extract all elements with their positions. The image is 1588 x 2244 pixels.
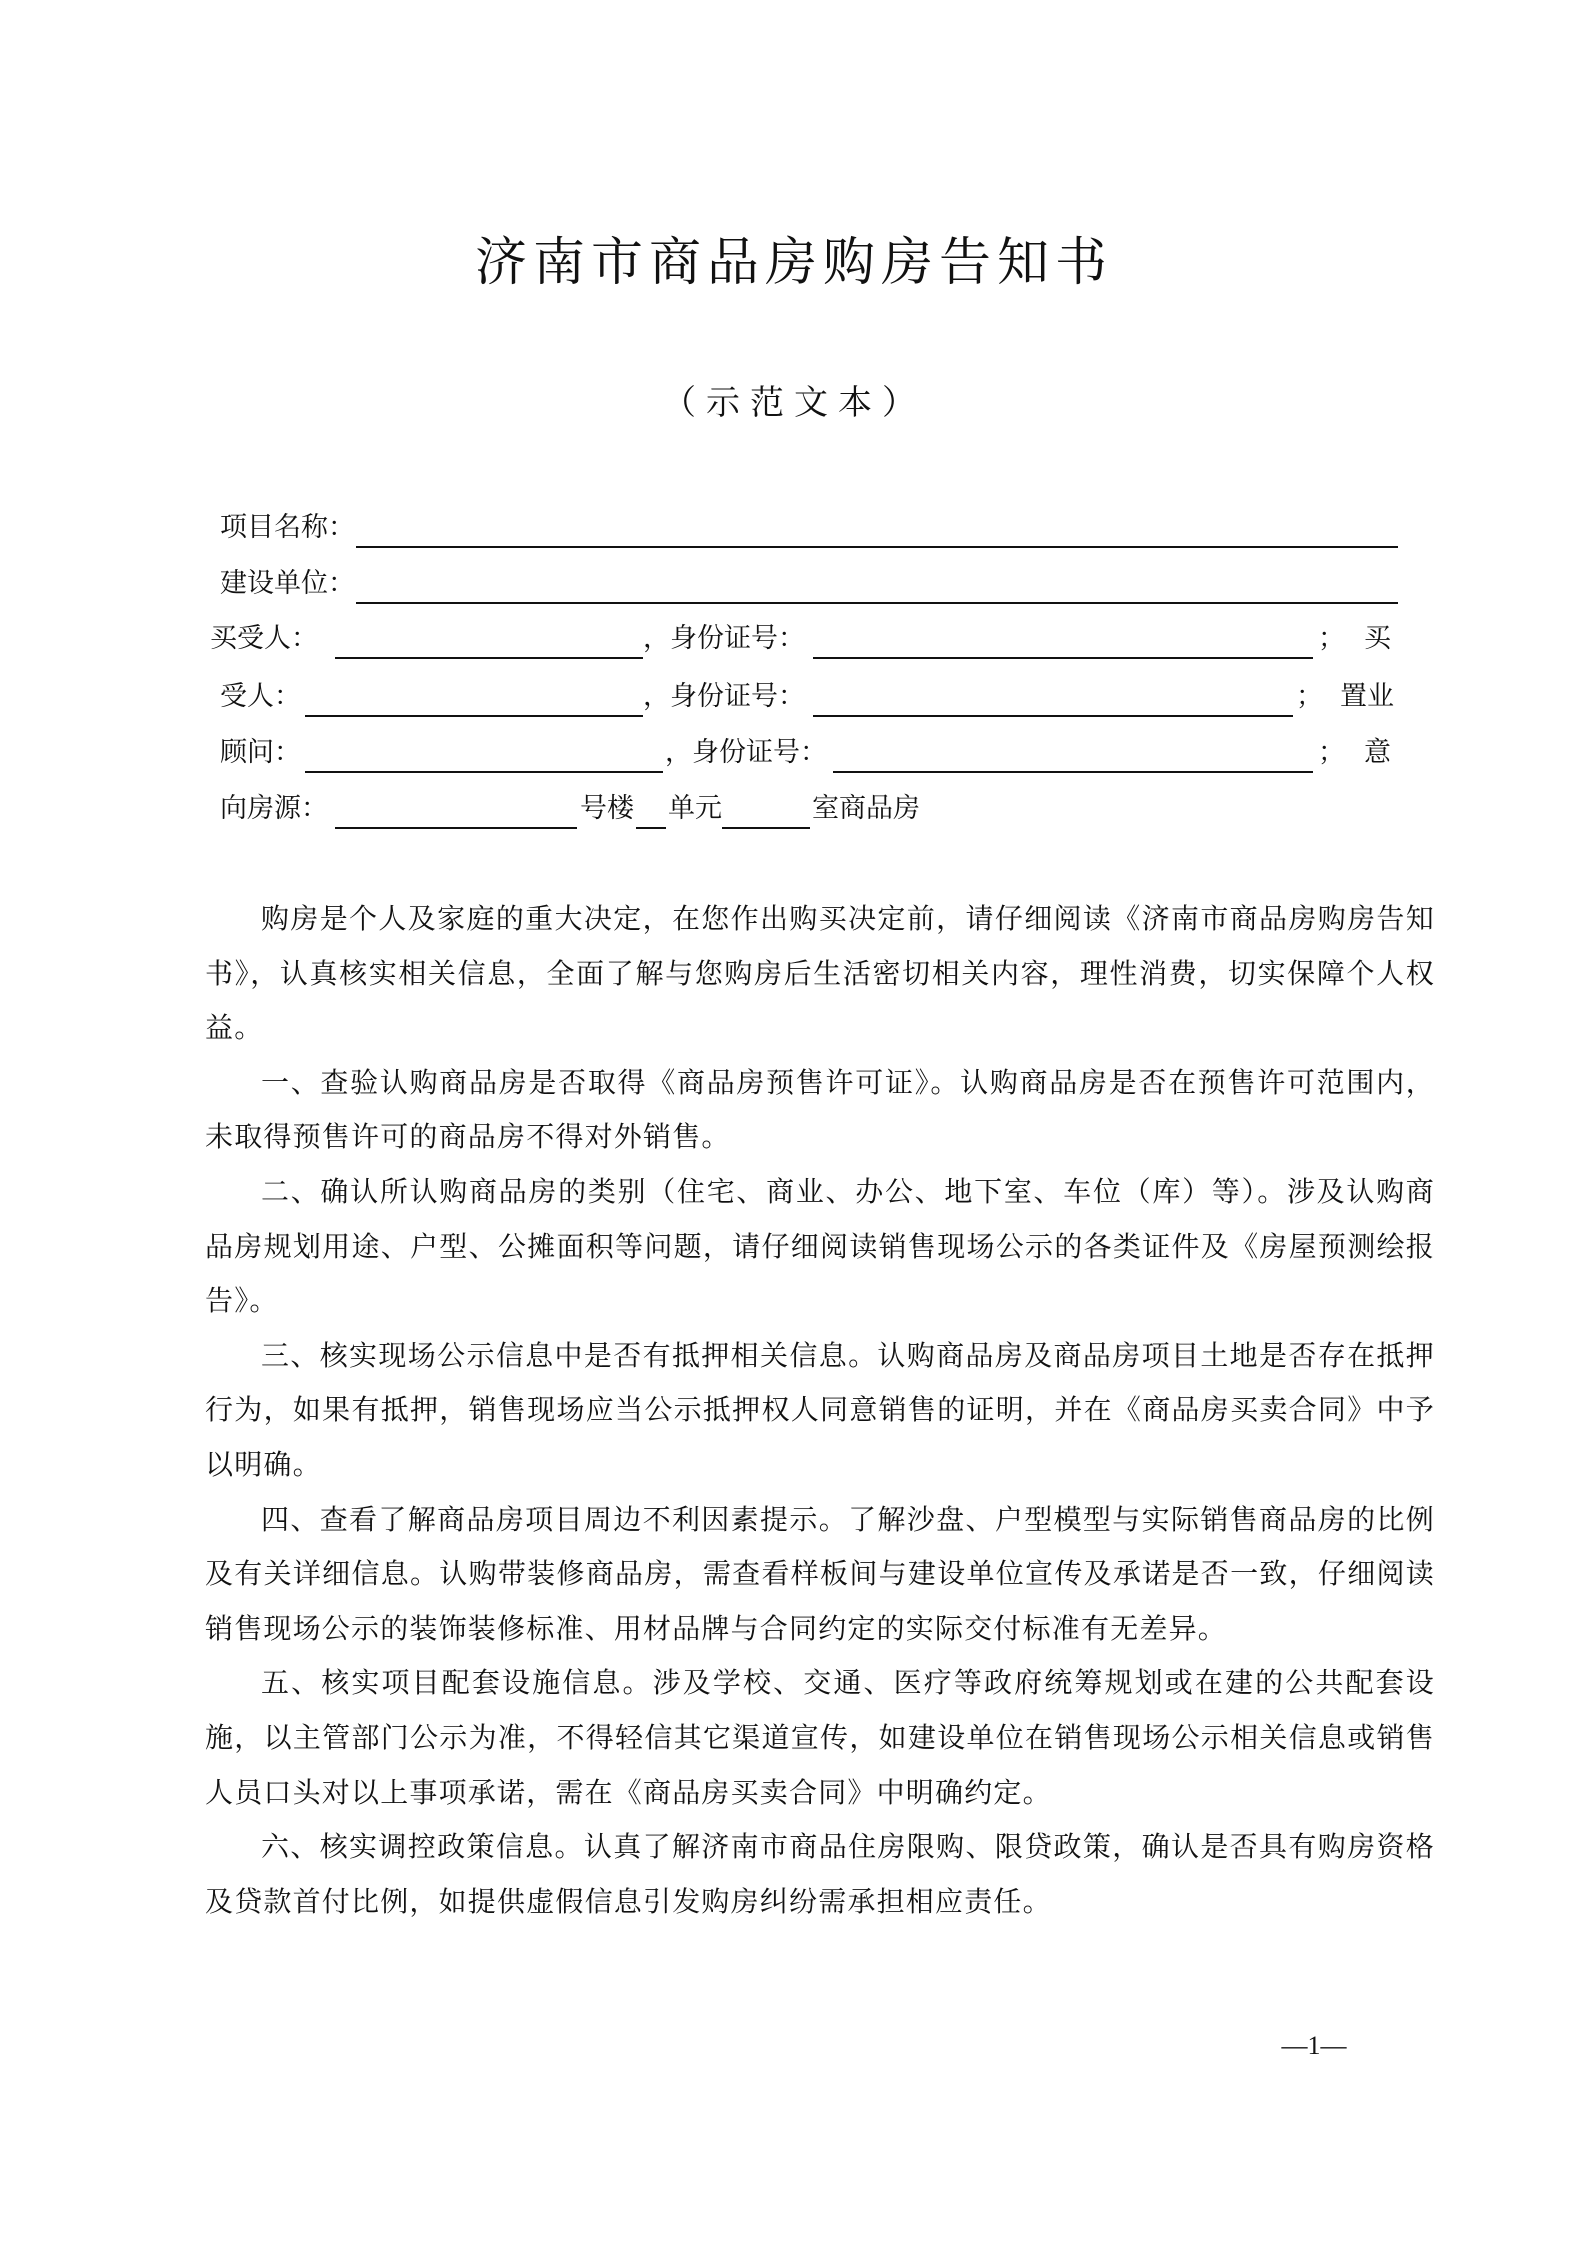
room-number-field[interactable]	[722, 827, 810, 829]
form-row-project-name	[0, 506, 1588, 550]
form-row-buyer-1	[0, 617, 1588, 661]
intended-wrap-tail: 向房源：	[220, 793, 328, 824]
building-unit-label: 号楼	[580, 793, 634, 824]
building-number-field[interactable]	[335, 827, 577, 829]
intended-wrap-head: 意	[1364, 737, 1391, 768]
semicolon-1: ；	[1318, 623, 1345, 654]
paragraph-item-4: 四、查看了解商品房项目周边不利因素提示。了解沙盘、户型模型与实际销售商品房的比例及有关详细信息。认购带装修商品房，需查看样板间与建设单位宣传及承诺是否一致，仔细阅读销售现场公示的装饰装修标准、用材品牌与合同约定的实际交付标准有无差异。	[205, 1502, 1435, 1645]
document-subtitle: （示范文本）	[662, 383, 926, 423]
id-label-2: ，身份证号：	[643, 681, 805, 712]
page-number: —1—	[1281, 2031, 1347, 2060]
paragraph-item-3: 三、核实现场公示信息中是否有抵押相关信息。认购商品房及商品房项目土地是否存在抵押行为，如果有抵押，销售现场应当公示抵押权人同意销售的证明，并在《商品房买卖合同》中予以明确。	[205, 1338, 1435, 1481]
form-row-intended-property	[0, 787, 1588, 831]
buyer-label: 买受人：	[210, 623, 318, 654]
form-row-developer	[0, 562, 1588, 606]
consultant-wrap-head: 置业	[1340, 681, 1394, 712]
form-row-consultant	[0, 731, 1588, 775]
semicolon-3: ；	[1318, 737, 1345, 768]
buyer-id-field[interactable]	[813, 657, 1313, 659]
consultant-wrap-tail: 顾问：	[220, 737, 301, 768]
paragraph-intro: 购房是个人及家庭的重大决定，在您作出购买决定前，请仔细阅读《济南市商品房购房告知书》，认真核实相关信息，全面了解与您购房后生活密切相关内容，理性消费，切实保障个人权益。	[205, 902, 1435, 1045]
paragraph-item-6: 六、核实调控政策信息。认真了解济南市商品住房限购、限贷政策，确认是否具有购房资格及贷款首付比例，如提供虚假信息引发购房纠纷需承担相应责任。	[205, 1830, 1435, 1918]
developer-field[interactable]	[356, 602, 1398, 604]
paragraph-item-2: 二、确认所认购商品房的类别（住宅、商业、办公、地下室、车位（库）等）。涉及认购商品房规划用途、户型、公摊面积等问题，请仔细阅读销售现场公示的各类证件及《房屋预测绘报告》。	[205, 1174, 1435, 1318]
buyer-2-wrap-head: 买	[1364, 623, 1391, 654]
id-label-1: ，身份证号：	[643, 623, 805, 654]
unit-unit-label: 单元	[668, 793, 722, 824]
semicolon-2: ；	[1296, 681, 1323, 712]
buyer-2-id-field[interactable]	[813, 715, 1293, 717]
room-suffix-label: 室商品房	[812, 793, 920, 824]
paragraph-item-5: 五、核实项目配套设施信息。涉及学校、交通、医疗等政府统筹规划或在建的公共配套设施，以主管部门公示为准，不得轻信其它渠道宣传，如建设单位在销售现场公示相关信息或销售人员口头对以上事项承诺，需在《商品房买卖合同》中明确约定。	[205, 1666, 1435, 1809]
unit-number-field[interactable]	[636, 827, 666, 829]
document-title: 济南市商品房购房告知书	[474, 233, 1113, 293]
buyer-name-field[interactable]	[335, 657, 643, 659]
buyer-2-name-field[interactable]	[305, 715, 643, 717]
consultant-name-field[interactable]	[305, 771, 663, 773]
developer-label: 建设单位：	[220, 568, 355, 599]
project-name-field[interactable]	[356, 546, 1398, 548]
paragraph-item-1: 一、查验认购商品房是否取得《商品房预售许可证》。认购商品房是否在预售许可范围内，未取得预售许可的商品房不得对外销售。	[205, 1065, 1435, 1154]
consultant-id-field[interactable]	[833, 771, 1313, 773]
buyer-2-wrap-tail: 受人：	[220, 681, 301, 712]
notice-body	[205, 892, 1435, 1929]
form-row-buyer-2	[0, 675, 1588, 719]
id-label-3: ，身份证号：	[665, 737, 827, 768]
project-name-label: 项目名称：	[220, 512, 355, 543]
